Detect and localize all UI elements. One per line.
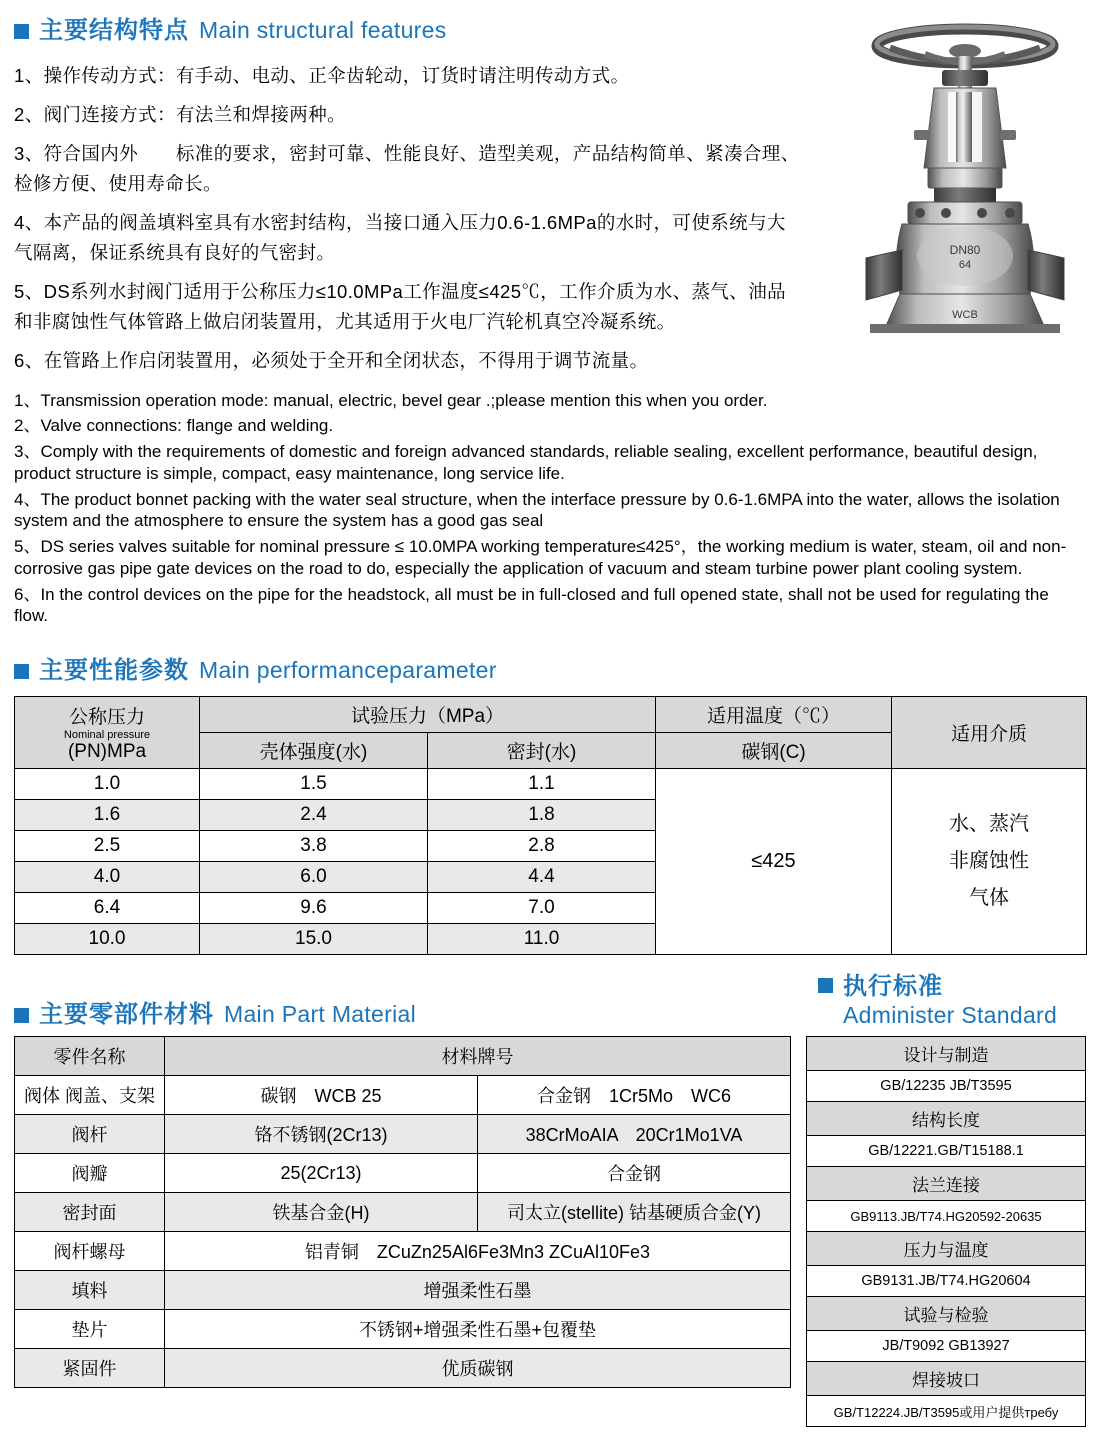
table-row <box>807 1362 1086 1396</box>
square-bullet-icon <box>14 1008 29 1023</box>
perf-pn-3: 2.5 <box>15 831 200 862</box>
structural-cn-item-2: 2、阀门连接方式：有法兰和焊接两种。 <box>14 103 346 125</box>
table-row <box>807 1136 1086 1167</box>
table-row <box>807 1232 1086 1266</box>
performance-heading-cn: 主要性能参数 <box>39 657 189 684</box>
table-row <box>807 1167 1086 1201</box>
table-row <box>15 1193 791 1232</box>
perf-pn-2: 1.6 <box>15 800 200 831</box>
material-col1-3: 25(2Cr13) <box>165 1154 478 1193</box>
perf-pn-5: 6.4 <box>15 893 200 924</box>
perf-seal-2: 1.8 <box>428 800 656 831</box>
perf-shell-4: 6.0 <box>200 862 428 893</box>
material-col1-2: 铬不锈钢(2Cr13) <box>165 1115 478 1154</box>
perf-medium-line-2: 非腐蚀性 <box>949 850 1030 872</box>
structural-heading-en: Main structural features <box>199 17 447 43</box>
table-row <box>807 1396 1086 1427</box>
perf-header-temperature: 适用温度（℃） <box>656 697 892 733</box>
table-row <box>15 1349 791 1388</box>
material-name-7: 垫片 <box>15 1310 165 1349</box>
standard-heading-text <box>843 972 1057 1029</box>
svg-text:WCB: WCB <box>952 309 978 321</box>
material-name-3: 阀瓣 <box>15 1154 165 1193</box>
table-row <box>15 1115 791 1154</box>
standard-label-4: 压力与温度 <box>807 1232 1086 1266</box>
perf-shell-5: 9.6 <box>200 893 428 924</box>
perf-header-row-1 <box>15 697 1087 733</box>
standard-label-6: 焊接坡口 <box>807 1362 1086 1396</box>
material-col1-7: 不锈钢+增强柔性石墨+包覆垫 <box>165 1310 791 1349</box>
table-row <box>15 1154 791 1193</box>
material-heading-cn: 主要零部件材料 <box>39 1001 214 1028</box>
standard-value-1: GB/12235 JB/T3595 <box>807 1071 1086 1102</box>
perf-pn-1: 1.0 <box>15 769 200 800</box>
table-row <box>807 1071 1086 1102</box>
material-header-grade: 材料牌号 <box>165 1037 791 1076</box>
material-name-2: 阀杆 <box>15 1115 165 1154</box>
perf-shell-1: 1.5 <box>200 769 428 800</box>
structural-cn-item-1: 1、操作传动方式：有手动、电动、正伞齿轮动，订货时请注明传动方式。 <box>14 65 630 86</box>
perf-temp-value: ≤425 <box>656 769 892 955</box>
perf-medium-line-1: 水、蒸汽 <box>949 813 1030 835</box>
standard-heading-en: Administer Standard <box>843 1002 1058 1029</box>
material-name-6: 填料 <box>15 1271 165 1310</box>
square-bullet-icon <box>818 978 833 993</box>
material-name-5: 阀杆螺母 <box>15 1232 165 1271</box>
table-row <box>15 1271 791 1310</box>
material-name-1: 阀体 阀盖、支架 <box>15 1076 165 1115</box>
material-col2-3: 合金钢 <box>478 1154 791 1193</box>
standard-label-3: 法兰连接 <box>807 1167 1086 1201</box>
perf-seal-3: 2.8 <box>428 831 656 862</box>
standard-heading-cn: 执行标准 <box>843 973 943 1000</box>
structural-en-item-3: 3、Comply with the requirements of domestic and foreign advanced standards, reliable sealing, excellent performance, beautiful design, product structure is simple, compact, easy maintenance, long service life. <box>14 442 1038 483</box>
table-row <box>807 1102 1086 1136</box>
material-col2-4: 司太立(stellite) 钴基硬质合金(Y) <box>478 1193 791 1232</box>
table-row <box>807 1297 1086 1331</box>
material-col1-4: 铁基合金(H) <box>165 1193 478 1232</box>
material-name-8: 紧固件 <box>15 1349 165 1388</box>
perf-pn-6: 10.0 <box>15 924 200 955</box>
perf-seal-1: 1.1 <box>428 769 656 800</box>
material-heading <box>14 994 416 1029</box>
perf-header-pn-cn: 公称压力 <box>68 706 145 728</box>
perf-header-test-pressure: 试验压力（MPa） <box>200 697 656 733</box>
standard-label-5: 试验与检验 <box>807 1297 1086 1331</box>
standard-value-6: GB/T12224.JB/T3595或用户提供требу <box>807 1396 1086 1427</box>
perf-shell-6: 15.0 <box>200 924 428 955</box>
structural-cn-item-3: 3、符合国内外 标准的要求，密封可靠、性能良好、造型美观，产品结构简单、紧凑合理、检修方便、使用寿命长。 <box>14 142 800 194</box>
structural-chinese-list <box>14 61 804 376</box>
perf-shell-2: 2.4 <box>200 800 428 831</box>
table-row <box>807 1037 1086 1071</box>
perf-medium-value <box>892 769 1087 955</box>
standard-value-3: GB9113.JB/T74.HG20592-20635 <box>807 1201 1086 1232</box>
standard-heading <box>818 972 1057 1029</box>
standard-label-2: 结构长度 <box>807 1102 1086 1136</box>
perf-header-pn-en: Nominal pressure <box>63 728 151 741</box>
perf-seal-5: 7.0 <box>428 893 656 924</box>
globe-valve-photo <box>830 18 1100 348</box>
material-col1-1: 碳钢 WCB 25 <box>165 1076 478 1115</box>
structural-cn-item-5: 5、DS系列水封阀门适用于公称压力≤10.0MPa工作温度≤425℃，工作介质为水、蒸气、油品和非腐蚀性气体管路上做启闭装置用，尤其适用于火电厂汽轮机真空冷凝系统。 <box>14 280 787 332</box>
perf-seal-4: 4.4 <box>428 862 656 893</box>
structural-en-item-5: 5、DS series valves suitable for nominal pressure ≤ 10.0MPA working temperature≤425°，the working medium is water, steam, oil and non-corrosive gas pipe gate devices on the road to do, especially the application of vacuum and steam turbine power plant cooling system. <box>14 537 1067 578</box>
square-bullet-icon <box>14 664 29 679</box>
standard-table <box>806 1036 1086 1427</box>
structural-en-item-4: 4、The product bonnet packing with the water seal structure, when the interface pressure by 0.6-1.6MPA into the water, allows the isolation system and the atmosphere to ensure the system has a good gas seal <box>14 489 1060 531</box>
performance-table <box>14 696 1087 955</box>
material-heading-en: Main Part Material <box>224 1001 417 1027</box>
table-row <box>15 1232 791 1271</box>
structural-english-list <box>14 390 1086 628</box>
perf-header-pn-unit: (PN)MPa <box>67 741 147 763</box>
performance-heading-en: Main performanceparameter <box>199 657 497 683</box>
structural-cn-item-4: 4、本产品的阀盖填料室具有水密封结构，当接口通入压力0.6-1.6MPa的水时，可使系统与大气隔离，保证系统具有良好的气密封。 <box>14 211 786 263</box>
perf-pn-4: 4.0 <box>15 862 200 893</box>
table-row <box>15 769 1087 800</box>
material-header-row <box>15 1037 791 1076</box>
structural-en-item-6: 6、In the control devices on the pipe for the headstock, all must be in full-closed and full opened state, shall not be used for regulating the flow. <box>14 584 1049 626</box>
table-row <box>15 1076 791 1115</box>
performance-heading <box>14 650 497 685</box>
material-col1-5: 铝青铜 ZCuZn25Al6Fe3Mn3 ZCuAl10Fe3 <box>165 1232 791 1271</box>
perf-header-seal: 密封(水) <box>428 733 656 769</box>
svg-text:DN80: DN80 <box>949 243 981 257</box>
structural-en-item-2: 2、Valve connections: flange and welding. <box>14 416 334 436</box>
table-row <box>807 1201 1086 1232</box>
material-col2-1: 合金钢 1Cr5Mo WC6 <box>478 1076 791 1115</box>
table-row <box>807 1331 1086 1362</box>
structural-cn-item-6: 6、在管路上作启闭装置用，必须处于全开和全闭状态，不得用于调节流量。 <box>14 349 649 371</box>
material-col2-2: 38CrMoAIA 20Cr1Mo1VA <box>478 1115 791 1154</box>
standard-label-1: 设计与制造 <box>807 1037 1086 1071</box>
svg-text:64: 64 <box>958 259 972 271</box>
standard-value-4: GB9131.JB/T74.HG20604 <box>807 1266 1086 1297</box>
material-name-4: 密封面 <box>15 1193 165 1232</box>
table-row <box>15 1310 791 1349</box>
perf-header-pn <box>15 697 200 769</box>
material-table <box>14 1036 791 1388</box>
perf-shell-3: 3.8 <box>200 831 428 862</box>
standard-value-2: GB/12221.GB/T15188.1 <box>807 1136 1086 1167</box>
square-bullet-icon <box>14 24 29 39</box>
perf-medium-line-3: 气体 <box>969 887 1010 909</box>
material-col1-8: 优质碳钢 <box>165 1349 791 1388</box>
structural-en-item-1: 1、Transmission operation mode: manual, electric, bevel gear .;please mention this when you order. <box>14 390 768 410</box>
material-header-name: 零件名称 <box>15 1037 165 1076</box>
standard-value-5: JB/T9092 GB13927 <box>807 1331 1086 1362</box>
material-col1-6: 增强柔性石墨 <box>165 1271 791 1310</box>
table-row <box>807 1266 1086 1297</box>
perf-header-carbon-steel: 碳钢(C) <box>656 733 892 769</box>
perf-header-medium: 适用介质 <box>892 697 1087 769</box>
perf-seal-6: 11.0 <box>428 924 656 955</box>
structural-heading-cn: 主要结构特点 <box>39 17 189 44</box>
perf-header-shell: 壳体强度(水) <box>200 733 428 769</box>
